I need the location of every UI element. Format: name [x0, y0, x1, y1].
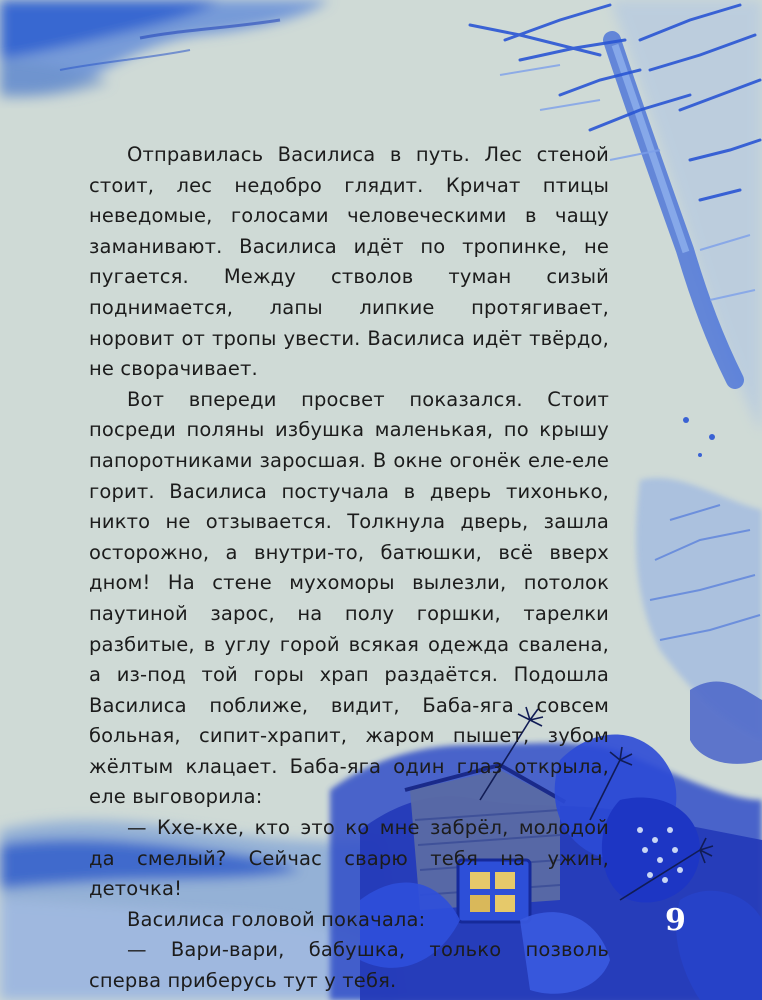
story-text [89, 140, 609, 997]
paragraph-5: — Вари-вари, бабушка, только позволь сперва приберусь тут у тебя. [89, 938, 609, 993]
paragraph-2: Вот впереди просвет показался. Стоит посреди поляны избушка маленькая, по крышу папоротниками заросшая. В окне огонёк еле-еле горит. Василиса постучала в дверь тихонько, никто не отзывается. Толкнула дверь, зашла осторожно, а внутри-то, батюшки, всё вверх дном! На стене мухоморы вылезли, потолок паутиной зарос, на полу горшки, тарелки разбитые, в углу горой всякая одежда свалена, а из-под той горы храп раздаётся. Подошла Василиса поближе, видит, Баба-яга совсем больная, сипит-храпит, жаром пышет, зубом жёлтым клацает. Баба-яга один глаз открыла, еле выговорила: [89, 387, 609, 809]
paragraph-1: Отправилась Василиса в путь. Лес стеной стоит, лес недобро глядит. Кричат птицы неведомые, голосами человеческими в чащу заманивают. Василиса идёт по тропинке, не пугается. Между стволов туман сизый поднимается, лапы липкие протягивает, норовит от тропы увести. Василиса идёт твёрдо, не сворачивает. [89, 143, 609, 381]
page-number: 9 [665, 903, 686, 938]
paragraph-3: — Кхе-кхе, кто это ко мне забрёл, молодой да смелый? Сейчас сварю тебя на ужин, деточка! [89, 816, 609, 901]
paragraph-4: Василиса головой покачала: [127, 907, 426, 931]
sparkles [683, 417, 715, 457]
right-foliage [636, 478, 762, 764]
top-left-wash [0, 0, 330, 98]
